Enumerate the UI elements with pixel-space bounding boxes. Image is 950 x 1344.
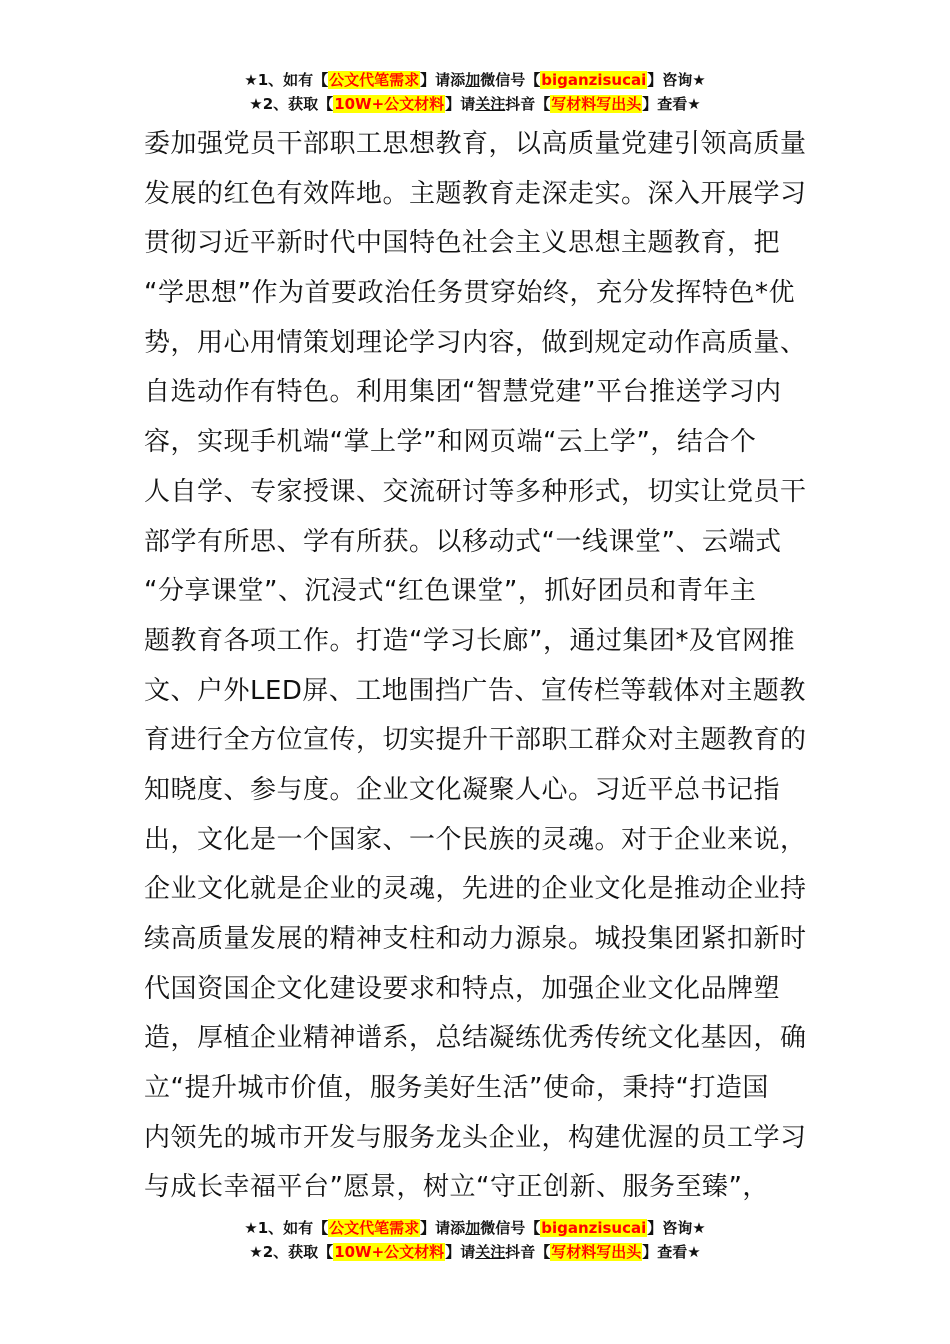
body-line: “学思想”作为首要政治任务贯穿始终，充分发挥特色*优 <box>144 278 795 309</box>
body-line: 贯彻习近平新时代中国特色社会主义思想主题教育，把 <box>144 228 781 259</box>
promo-text: 】请 <box>445 1243 476 1261</box>
promo-text: 抖音【 <box>505 1243 551 1261</box>
promo-text: 微信号【 <box>480 71 541 89</box>
promo-highlight: 10W+公文材料 <box>334 1243 445 1261</box>
promo-highlight-wechat-id: biganzisucai <box>541 71 647 89</box>
promo-text: ★2、获取【 <box>249 95 334 113</box>
promo-text: 关注 <box>475 95 506 113</box>
promo-text: 微信号【 <box>480 1219 541 1237</box>
promo-line-2 <box>0 92 950 116</box>
body-line: “分享课堂”、沉浸式“红色课堂”，抓好团员和青年主 <box>144 576 757 607</box>
body-line: 造，厚植企业精神谱系，总结凝练优秀传统文化基因，确 <box>144 1023 807 1054</box>
body-line: 与成长幸福平台”愿景，树立“守正创新、服务至臻”， <box>144 1172 769 1203</box>
promo-text: ★2、获取【 <box>249 1243 334 1261</box>
promo-text: ★1、如有【 <box>244 71 329 89</box>
promo-text: 加 <box>465 71 481 89</box>
body-line: 内领先的城市开发与服务龙头企业，构建优渥的员工学习 <box>144 1122 807 1153</box>
body-line: 出，文化是一个国家、一个民族的灵魂。对于企业来说， <box>144 824 807 855</box>
promo-text: 】查看★ <box>642 1243 701 1261</box>
promo-highlight: 公文代笔需求 <box>329 71 420 89</box>
body-line: 发展的红色有效阵地。主题教育走深走实。深入开展学习 <box>144 178 807 209</box>
promo-highlight: 公文代笔需求 <box>329 1219 420 1237</box>
body-line: 育进行全方位宣传，切实提升干部职工群众对主题教育的 <box>144 725 807 756</box>
body-line: 自选动作有特色。利用集团“智慧党建”平台推送学习内 <box>144 377 782 408</box>
promo-text: 关注 <box>475 1243 506 1261</box>
body-line: 委加强党员干部职工思想教育，以高质量党建引领高质量 <box>144 129 807 159</box>
footer-promo-banner <box>0 1216 950 1264</box>
promo-line-2 <box>0 1240 950 1264</box>
body-line: 文、户外LED屏、工地围挡广告、宣传栏等载体对主题教 <box>144 675 806 706</box>
body-line: 知晓度、参与度。企业文化凝聚人心。习近平总书记指 <box>144 774 781 805</box>
promo-highlight-douyin: 写材料写出头 <box>551 1243 642 1261</box>
promo-highlight-wechat-id: biganzisucai <box>541 1219 647 1237</box>
body-line: 题教育各项工作。打造“学习长廊”，通过集团*及官网推 <box>144 625 795 656</box>
promo-text: 】咨询★ <box>647 71 706 89</box>
promo-text: 】请添 <box>420 71 466 89</box>
promo-line-1 <box>0 68 950 92</box>
body-line: 续高质量发展的精神支柱和动力源泉。城投集团紧扣新时 <box>144 924 807 954</box>
promo-highlight-douyin: 写材料写出头 <box>551 95 642 113</box>
promo-text: 】咨询★ <box>647 1219 706 1237</box>
promo-text: 加 <box>465 1219 481 1237</box>
body-line: 立“提升城市价值，服务美好生活”使命，秉持“打造国 <box>144 1073 769 1104</box>
promo-line-1 <box>0 1216 950 1240</box>
promo-text: 抖音【 <box>505 95 551 113</box>
body-line: 部学有所思、学有所获。以移动式“一线课堂”、云端式 <box>144 526 782 557</box>
body-line: 企业文化就是企业的灵魂，先进的企业文化是推动企业持 <box>144 874 807 905</box>
promo-text: 】请 <box>445 95 476 113</box>
body-line: 容，实现手机端“掌上学”和网页端“云上学”，结合个 <box>144 427 757 458</box>
promo-text: ★1、如有【 <box>244 1219 329 1237</box>
promo-text: 】请添 <box>420 1219 466 1237</box>
promo-text: 】查看★ <box>642 95 701 113</box>
body-line: 势，用心用情策划理论学习内容，做到规定动作高质量、 <box>144 327 807 358</box>
body-line: 代国资国企文化建设要求和特点，加强企业文化品牌塑 <box>144 973 781 1004</box>
document-body <box>144 120 809 1213</box>
header-promo-banner <box>0 68 950 116</box>
promo-highlight: 10W+公文材料 <box>334 95 445 113</box>
body-line: 人自学、专家授课、交流研讨等多种形式，切实让党员干 <box>144 476 807 507</box>
